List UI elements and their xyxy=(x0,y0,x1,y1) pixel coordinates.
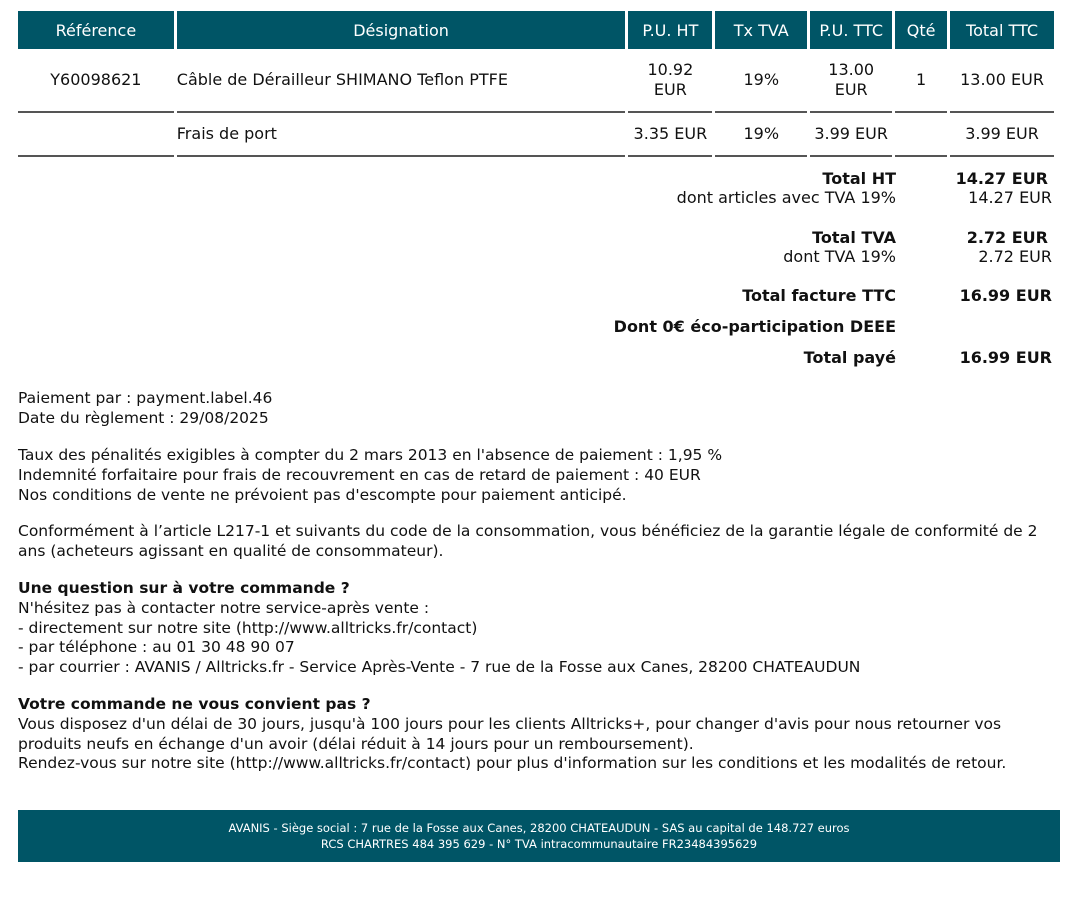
contact-mail: - par courrier : AVANIS / Alltricks.fr - Service Après-Vente - 7 rue de la Fosse aux Canes, 28200 CHATEAUDUN xyxy=(18,658,861,677)
cell-designation: Câble de Dérailleur SHIMANO Teflon PTFE xyxy=(177,49,626,113)
total-paid-value: 16.99 EUR xyxy=(959,348,1052,367)
total-tva-label: Total TVA xyxy=(812,228,896,247)
no-discount: Nos conditions de vente ne prévoient pas d'escompte pour paiement anticipé. xyxy=(18,485,627,504)
cell-pu-ht: 10.92 EUR xyxy=(628,49,712,113)
cell-tva: 19% xyxy=(715,113,807,157)
payment-date: Date du règlement : 29/08/2025 xyxy=(18,408,269,427)
ht-tva19-value: 14.27 EUR xyxy=(968,188,1052,207)
company-footer xyxy=(18,810,1060,862)
total-ttc-value: 16.99 EUR xyxy=(959,286,1052,305)
table-header-row xyxy=(18,11,1054,49)
cell-qty: 1 xyxy=(895,49,947,113)
returns-title: Votre commande ne vous convient pas ? xyxy=(18,695,371,713)
recovery-fee: Indemnité forfaitaire pour frais de recouvrement en cas de retard de paiement : 40 EUR xyxy=(18,465,701,484)
table-row xyxy=(18,113,1054,157)
contact-phone: - par téléphone : au 01 30 48 90 07 xyxy=(18,638,295,657)
cell-total-ttc: 3.99 EUR xyxy=(950,113,1054,157)
col-designation: Désignation xyxy=(177,11,626,49)
footer-line-2: RCS CHARTRES 484 395 629 - N° TVA intracommunautaire FR23484395629 xyxy=(320,837,758,851)
col-pu-ht: P.U. HT xyxy=(628,11,712,49)
col-total-ttc: Total TTC xyxy=(950,11,1054,49)
col-pu-ttc: P.U. TTC xyxy=(810,11,892,49)
cell-pu-ttc: 13.00 EUR xyxy=(810,49,892,113)
returns-text-2: Rendez-vous sur notre site (http://www.alltricks.fr/contact) pour plus d'information sur les conditions et les modalités de retour. xyxy=(18,754,1007,773)
tva19-value: 2.72 EUR xyxy=(978,247,1052,266)
question-title: Une question sur à votre commande ? xyxy=(18,579,350,597)
penalty-rate: Taux des pénalités exigibles à compter du 2 mars 2013 en l'absence de paiement : 1,95 % xyxy=(18,446,723,464)
footer-line-1: AVANIS - Siège social : 7 rue de la Fosse aux Canes, 28200 CHATEAUDUN - SAS au capital de 148.727 euros xyxy=(228,821,850,835)
cell-designation: Frais de port xyxy=(177,113,626,157)
payment-method: Paiement par : payment.label.46 xyxy=(18,389,273,407)
cell-total-ttc: 13.00 EUR xyxy=(950,49,1054,113)
cell-tva: 19% xyxy=(715,49,807,113)
cell-qty xyxy=(895,113,947,157)
payment-conditions xyxy=(18,446,1060,505)
total-ht-label: Total HT xyxy=(822,169,896,188)
col-qty: Qté xyxy=(895,11,947,49)
tva19-label: dont TVA 19% xyxy=(783,247,896,266)
ht-tva19-label: dont articles avec TVA 19% xyxy=(676,188,896,207)
returns-text-1: Vous disposez d'un délai de 30 jours, jusqu'à 100 jours pour les clients Alltricks+, pour changer d'avis pour nous retourner vos produits neufs en échange d'un avoir (délai réduit à 14 jours pour un remboursement). xyxy=(18,714,1002,753)
guarantee-text: Conformément à l’article L217-1 et suivants du code de la consommation, vous bénéficiez de la garantie légale de conformité de 2 ans (acheteurs agissant en qualité de consommateur). xyxy=(18,522,1038,560)
eco-participation-label: Dont 0€ éco-participation DEEE xyxy=(613,317,896,336)
cell-pu-ht: 3.35 EUR xyxy=(628,113,712,157)
total-ht-value: 14.27 EUR xyxy=(955,169,1048,188)
col-reference: Référence xyxy=(18,11,174,49)
question-section xyxy=(18,579,1060,678)
payment-info xyxy=(18,389,1060,429)
total-paid-label: Total payé xyxy=(803,348,896,367)
total-tva-value: 2.72 EUR xyxy=(966,228,1048,247)
total-ttc-label: Total facture TTC xyxy=(742,286,896,305)
legal-guarantee xyxy=(18,522,1060,562)
invoice-table xyxy=(15,11,1057,157)
cell-pu-ttc: 3.99 EUR xyxy=(810,113,892,157)
cell-ref: Y60098621 xyxy=(18,49,174,113)
table-row xyxy=(18,49,1054,113)
question-intro: N'hésitez pas à contacter notre service-après vente : xyxy=(18,598,430,617)
cell-ref xyxy=(18,113,174,157)
col-tva: Tx TVA xyxy=(715,11,807,49)
returns-section xyxy=(18,695,1060,774)
contact-site: - directement sur notre site (http://www.alltricks.fr/contact) xyxy=(18,618,478,637)
